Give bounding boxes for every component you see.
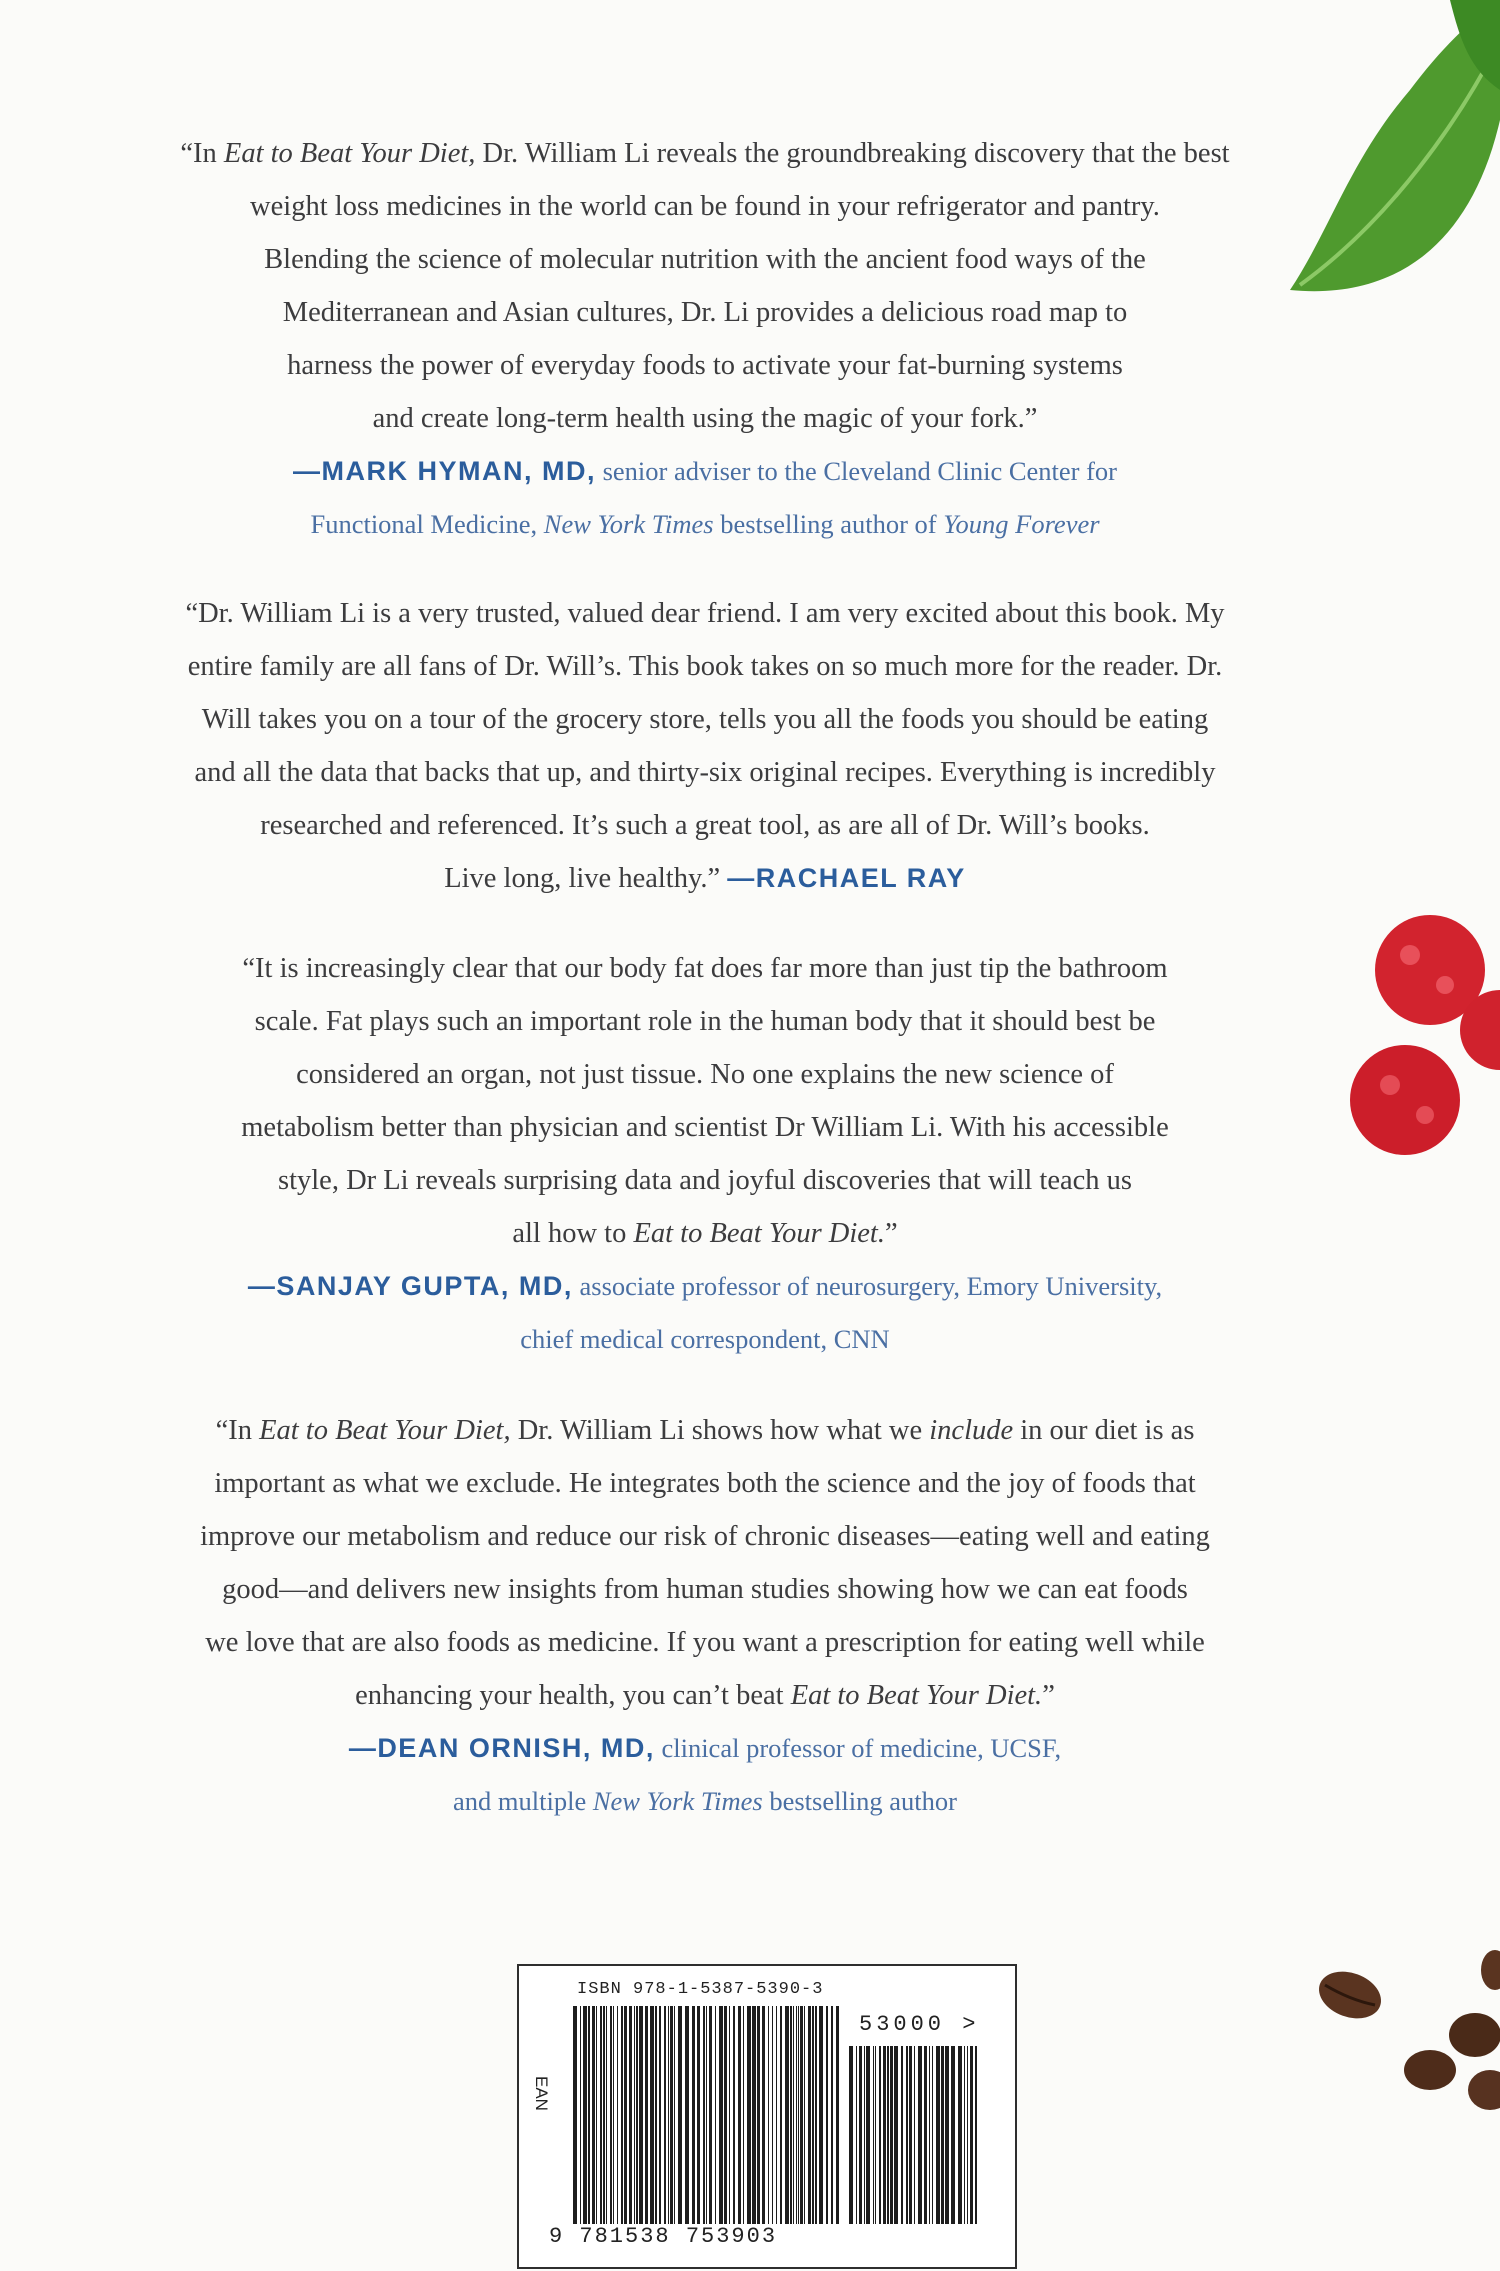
quote-line [40, 1404, 1370, 1457]
barcode-bar [729, 2006, 730, 2224]
quote-line [40, 587, 1370, 640]
barcode-bar [879, 2046, 881, 2224]
barcode-bar [757, 2006, 760, 2224]
barcode-bar [685, 2006, 689, 2224]
credit-line [40, 1722, 1370, 1775]
barcode-bar [964, 2046, 965, 2224]
barcode-bar [659, 2006, 661, 2224]
barcode-bar [573, 2006, 577, 2224]
quote-text: all how to [512, 1218, 634, 1249]
quote-line [40, 1563, 1370, 1616]
barcode-bar [836, 2006, 839, 2224]
barcode-bar [706, 2006, 707, 2224]
barcode-bar [634, 2006, 635, 2224]
barcode-bar [967, 2046, 968, 2224]
barcode-bar [772, 2006, 773, 2224]
barcode-bar [692, 2006, 695, 2224]
quote-text: important as what we exclude. He integrates both the science and the joy of foods that [214, 1468, 1196, 1499]
quote-text: Eat to Beat Your Diet. [790, 1680, 1043, 1711]
author-credential: Young Forever [943, 509, 1100, 539]
barcode-bar [856, 2046, 857, 2224]
barcode-bar [849, 2046, 853, 2224]
credit-line [40, 445, 1370, 498]
barcode-bar [724, 2006, 727, 2224]
quote-line [40, 127, 1370, 180]
author-credential: clinical professor of medicine, UCSF, [654, 1733, 1062, 1763]
barcode-bar [768, 2006, 769, 2224]
barcode-bar [610, 2006, 612, 2224]
credit-line [40, 1313, 1370, 1366]
barcode-bar [715, 2006, 716, 2224]
barcode-bar [883, 2046, 886, 2224]
barcode-bar [909, 2046, 912, 2224]
barcode-bar [918, 2046, 922, 2224]
barcode-bar [958, 2046, 962, 2224]
quote-text: harness the power of everyday foods to activate your fat-burning systems [287, 350, 1123, 381]
quote-text: ” [1042, 1680, 1055, 1711]
barcode-bar [804, 2006, 805, 2224]
barcode-bar [719, 2006, 723, 2224]
barcode-bar [645, 2006, 648, 2224]
author-name: —MARK HYMAN, MD, [292, 456, 596, 486]
quote-line [40, 1101, 1370, 1154]
author-name: —DEAN ORNISH, MD, [348, 1733, 655, 1763]
quote-text: we love that are also foods as medicine. If you want a prescription for eating well while [205, 1627, 1205, 1658]
author-credential: associate professor of neurosurgery, Emory University, [572, 1271, 1163, 1301]
barcode-bar [887, 2046, 889, 2224]
barcode-bar [894, 2046, 898, 2224]
author-credential: bestselling author of [713, 509, 944, 539]
quote-text: considered an organ, not just tissue. No one explains the new science of [296, 1059, 1114, 1090]
barcode-bar [600, 2006, 602, 2224]
quote-line [40, 180, 1370, 233]
raspberries-image [1350, 900, 1500, 1160]
quote-line [40, 693, 1370, 746]
blurb-dean-ornish [40, 1404, 1370, 1828]
author-credential: New York Times [592, 1786, 763, 1816]
quote-text: good—and delivers new insights from human studies showing how we can eat foods [222, 1574, 1188, 1605]
isbn-barcode [573, 2006, 843, 2224]
quote-line [40, 1457, 1370, 1510]
barcode-bar [941, 2046, 944, 2224]
barcode-bar [790, 2006, 792, 2224]
price-barcode [849, 2046, 979, 2224]
quote-line [40, 942, 1370, 995]
barcode-bar [906, 2046, 908, 2224]
quote-text: improve our metabolism and reduce our risk of chronic diseases—eating well and eating [200, 1521, 1210, 1552]
barcode-bar [603, 2006, 605, 2224]
quote-line [40, 1616, 1370, 1669]
barcode-bar [785, 2006, 789, 2224]
blurb-mark-hyman [40, 127, 1370, 551]
quote-text: Eat to Beat Your Diet, [259, 1415, 511, 1446]
barcode-bar [596, 2006, 597, 2224]
quote-line [40, 286, 1370, 339]
barcode-bar [796, 2006, 797, 2224]
credit-line [40, 1775, 1370, 1828]
barcode-bar [629, 2006, 632, 2224]
barcode-bar [621, 2006, 623, 2224]
barcode-bar [762, 2006, 765, 2224]
barcode-bar [808, 2006, 811, 2224]
barcode-bar [583, 2006, 587, 2224]
ean-label: EAN [532, 2076, 551, 2111]
quote-line [40, 1669, 1370, 1722]
barcode-bar [859, 2046, 862, 2224]
barcode-bar [670, 2006, 673, 2224]
quote-text: Will takes you on a tour of the grocery store, tells you all the foods you should be eating [201, 704, 1209, 735]
barcode-bar [890, 2046, 893, 2224]
quote-line [40, 746, 1370, 799]
barcode-bar [819, 2006, 823, 2224]
quote-text: ” [884, 1218, 898, 1249]
barcode-bar [592, 2006, 595, 2224]
quote-line [40, 233, 1370, 286]
barcode-bar [970, 2046, 973, 2224]
quote-text: in our diet is as [1013, 1415, 1195, 1446]
quote-text: Dr. William Li reveals the groundbreaking discovery that the best [475, 138, 1230, 169]
barcode-bar [780, 2006, 782, 2224]
quote-text: weight loss medicines in the world can be found in your refrigerator and pantry. [250, 191, 1160, 222]
blurb-sanjay-gupta [40, 942, 1370, 1366]
quote-text: Eat to Beat Your Diet, [223, 138, 476, 169]
barcode-bar [617, 2006, 618, 2224]
quote-text: enhancing your health, you can’t beat [355, 1680, 791, 1711]
barcode-bar [866, 2046, 870, 2224]
quote-text: Eat to Beat Your Diet. [633, 1218, 885, 1249]
quote-text: “It is increasingly clear that our body fat does far more than just tip the bathroom [242, 953, 1168, 984]
quote-text: Blending the science of molecular nutrition with the ancient food ways of the [264, 244, 1146, 275]
author-name: —SANJAY GUPTA, MD, [247, 1271, 573, 1301]
credit-line [40, 1260, 1370, 1313]
quote-text: style, Dr Li reveals surprising data and joyful discoveries that will teach us [278, 1165, 1132, 1196]
barcode-bar [674, 2006, 675, 2224]
quote-line [40, 1154, 1370, 1207]
barcode-bar [650, 2006, 654, 2224]
quote-line [40, 640, 1370, 693]
barcode-bar [664, 2006, 666, 2224]
barcode-bar [932, 2046, 933, 2224]
barcode-bar [747, 2006, 751, 2224]
author-credential: chief medical correspondent, CNN [520, 1324, 890, 1354]
quote-text: “In [215, 1415, 260, 1446]
barcode-bar [812, 2006, 814, 2224]
quote-line [40, 339, 1370, 392]
quote-text: and create long-term health using the magic of your fork.” [372, 403, 1038, 434]
ean-number: 9 781538 753903 [549, 2224, 778, 2249]
quote-line [40, 1048, 1370, 1101]
barcode-bar [678, 2006, 682, 2224]
barcode-bar [738, 2006, 741, 2224]
barcode-bar [914, 2046, 915, 2224]
barcode-bar [901, 2046, 903, 2224]
barcode-box [517, 1964, 1017, 2269]
barcode-bar [798, 2006, 799, 2224]
barcode-bar [929, 2046, 930, 2224]
quote-line [40, 995, 1370, 1048]
barcode-bar [975, 2046, 977, 2224]
barcode-bar [875, 2046, 876, 2224]
quote-text: “Dr. William Li is a very trusted, valued dear friend. I am very excited about this book. My [185, 598, 1225, 629]
quote-text: Mediterranean and Asian cultures, Dr. Li provides a delicious road map to [282, 297, 1128, 328]
quote-line [40, 392, 1370, 445]
barcode-bar [613, 2006, 614, 2224]
barcode-bar [733, 2006, 735, 2224]
barcode-bar [793, 2006, 794, 2224]
coffee-beans-image [1300, 1940, 1500, 2120]
quote-line [40, 1207, 1370, 1260]
barcode-bar [864, 2046, 865, 2224]
quote-text: Dr. William Li shows how what we [510, 1415, 930, 1446]
quote-text: and all the data that backs that up, and thirty-six original recipes. Everything is incredibly [194, 757, 1216, 788]
quote-line [40, 852, 1370, 905]
barcode-bar [873, 2046, 874, 2224]
quote-line [40, 1510, 1370, 1563]
barcode-bar [703, 2006, 705, 2224]
author-credential: Functional Medicine, [310, 509, 544, 539]
quote-text: entire family are all fans of Dr. Will’s. This book takes on so much more for the reader. Dr. [187, 651, 1223, 682]
barcode-bar [752, 2006, 756, 2224]
barcode-bar [831, 2006, 833, 2224]
barcode-bar [668, 2006, 669, 2224]
barcode-bar [580, 2006, 581, 2224]
barcode-bar [743, 2006, 744, 2224]
quote-text: “In [180, 138, 224, 169]
credit-line [40, 498, 1370, 551]
barcode-bar [709, 2006, 712, 2224]
quote-text: scale. Fat plays such an important role in the human body that it should best be [254, 1006, 1156, 1037]
barcode-bar [800, 2006, 803, 2224]
quote-text: researched and referenced. It’s such a great tool, as are all of Dr. Will’s books. [260, 810, 1150, 841]
barcode-bar [776, 2006, 777, 2224]
blurb-rachael-ray [40, 587, 1370, 905]
barcode-bar [936, 2046, 940, 2224]
barcode-bar [588, 2006, 590, 2224]
quote-line [40, 799, 1370, 852]
barcode-bar [639, 2006, 643, 2224]
barcode-bar [945, 2046, 949, 2224]
barcode-bar [636, 2006, 638, 2224]
author-credential: and multiple [453, 1786, 593, 1816]
barcode-bar [826, 2006, 828, 2224]
barcode-bar [697, 2006, 700, 2224]
barcode-bar [815, 2006, 817, 2224]
quote-text: Live long, live healthy.” [444, 863, 728, 894]
barcode-bar [951, 2046, 955, 2224]
barcode-bar [624, 2006, 627, 2224]
price-code: 53000 > [859, 2012, 980, 2037]
author-credential: bestselling author [762, 1786, 957, 1816]
author-credential: New York Times [543, 509, 714, 539]
barcode-bar [655, 2006, 657, 2224]
quote-text: include [929, 1415, 1014, 1446]
author-credential: senior adviser to the Cleveland Clinic Center for [595, 456, 1117, 486]
barcode-bar [606, 2006, 607, 2224]
isbn-label: ISBN 978-1-5387-5390-3 [577, 1980, 824, 1999]
quote-text: metabolism better than physician and scientist Dr William Li. With his accessible [241, 1112, 1169, 1143]
barcode-bar [924, 2046, 927, 2224]
author-name: —RACHAEL RAY [727, 863, 966, 893]
